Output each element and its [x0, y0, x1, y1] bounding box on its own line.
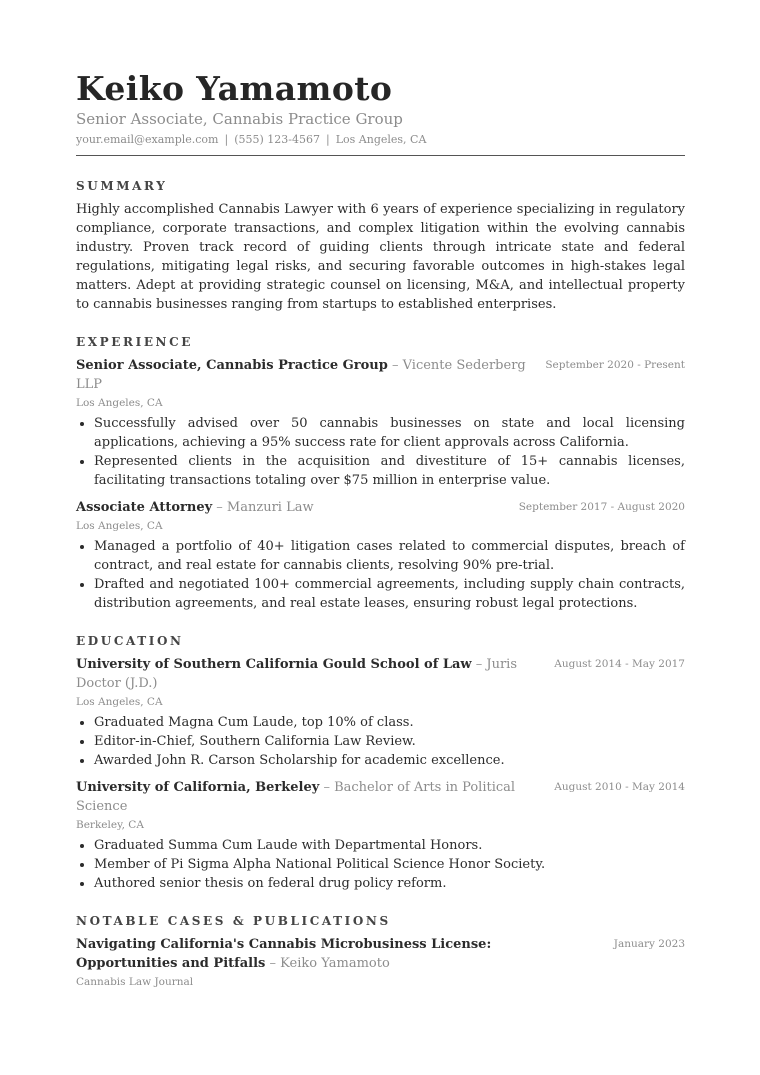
education-date: August 2014 - May 2017 [554, 658, 685, 670]
section-heading-publications: NOTABLE CASES & PUBLICATIONS [76, 914, 391, 928]
candidate-title: Senior Associate, Cannabis Practice Group [76, 110, 403, 128]
resume-page [76, 70, 685, 990]
job-organization: Vicente Sederberg LLP [76, 358, 526, 392]
contact-line [76, 132, 685, 148]
bullet-item: • Member of Pi Sigma Alpha National Political Science Honor Society. [94, 855, 685, 874]
section-heading-summary: SUMMARY [76, 179, 168, 193]
section-heading-experience: EXPERIENCE [76, 335, 194, 349]
dash-separator: – [269, 956, 276, 971]
publication-venue: Cannabis Law Journal [76, 976, 194, 988]
job-bullets [76, 414, 685, 490]
dash-separator: – [323, 780, 330, 795]
bullet-item: • Drafted and negotiated 100+ commercial agreements, including supply chain contracts, distribution agreements, and real estate leases, ensuring robust legal protections. [94, 575, 685, 613]
publication-date: January 2023 [613, 938, 685, 950]
section-heading-education: EDUCATION [76, 634, 184, 648]
header-divider [76, 155, 685, 156]
bullet-item: • Graduated Summa Cum Laude with Departmental Honors. [94, 836, 685, 855]
education-date: August 2010 - May 2014 [554, 781, 685, 793]
job-bullets [76, 537, 685, 613]
job-date: September 2020 - Present [545, 359, 685, 371]
bullet-item: • Editor-in-Chief, Southern California Law Review. [94, 732, 685, 751]
job-date: September 2017 - August 2020 [518, 501, 685, 513]
bullet-item: • Successfully advised over 50 cannabis businesses on state and local licensing applications, achieving a 95% success rate for client approvals across California. [94, 414, 685, 452]
bullet-item: • Managed a portfolio of 40+ litigation cases related to commercial disputes, breach of contract, and real estate for cannabis clients, resolving 90% pre-trial. [94, 537, 685, 575]
contact-separator: | [224, 133, 229, 146]
education-entry [76, 655, 685, 770]
experience-entry [76, 356, 685, 490]
job-location: Los Angeles, CA [76, 520, 163, 532]
publication-title: Navigating California's Cannabis Microbusiness License: Opportunities and Pitfalls [76, 937, 492, 971]
education-location: Berkeley, CA [76, 819, 144, 831]
publication-entry [76, 935, 685, 990]
education-bullets [76, 836, 685, 893]
publication-author: Keiko Yamamoto [280, 956, 390, 971]
candidate-name: Keiko Yamamoto [76, 69, 393, 108]
school-name: University of Southern California Gould School of Law [76, 657, 472, 672]
education-entry [76, 778, 685, 893]
job-role: Associate Attorney [76, 500, 213, 515]
summary-text: Highly accomplished Cannabis Lawyer with 6 years of experience specializing in regulatory compliance, corporate transactions, and complex litigation within the evolving cannabis industry. Proven track record of guiding clients through intricate state and federal regulations, mitigating legal risks, and securing favorable outcomes in high-stakes legal matters. Adept at providing strategic counsel on licensing, M&A, and intellectual property to cannabis businesses ranging from startups to established enterprises. [76, 202, 685, 312]
dash-separator: – [216, 500, 223, 515]
bullet-item: • Authored senior thesis on federal drug policy reform. [94, 874, 685, 893]
publication-list [76, 935, 685, 990]
experience-list [76, 356, 685, 613]
job-role: Senior Associate, Cannabis Practice Group [76, 358, 388, 373]
education-bullets [76, 713, 685, 770]
school-name: University of California, Berkeley [76, 780, 320, 795]
bullet-item: • Awarded John R. Carson Scholarship for academic excellence. [94, 751, 685, 770]
job-location: Los Angeles, CA [76, 397, 163, 409]
bullet-item: • Represented clients in the acquisition and divestiture of 15+ cannabis licenses, facilitating transactions totaling over $75 million in enterprise value. [94, 452, 685, 490]
experience-entry [76, 498, 685, 613]
contact-phone: (555) 123-4567 [234, 133, 320, 146]
dash-separator: – [392, 358, 399, 373]
degree-name: Juris Doctor (J.D.) [76, 657, 518, 691]
job-organization: Manzuri Law [226, 500, 314, 515]
contact-separator: | [326, 133, 330, 146]
contact-email: your.email@example.com [76, 133, 219, 146]
education-location: Los Angeles, CA [76, 696, 163, 708]
dash-separator: – [475, 657, 483, 672]
degree-name: Bachelor of Arts in Political Science [76, 780, 516, 814]
contact-location: Los Angeles, CA [335, 133, 427, 146]
education-list [76, 655, 685, 893]
bullet-item: • Graduated Magna Cum Laude, top 10% of class. [94, 713, 685, 732]
